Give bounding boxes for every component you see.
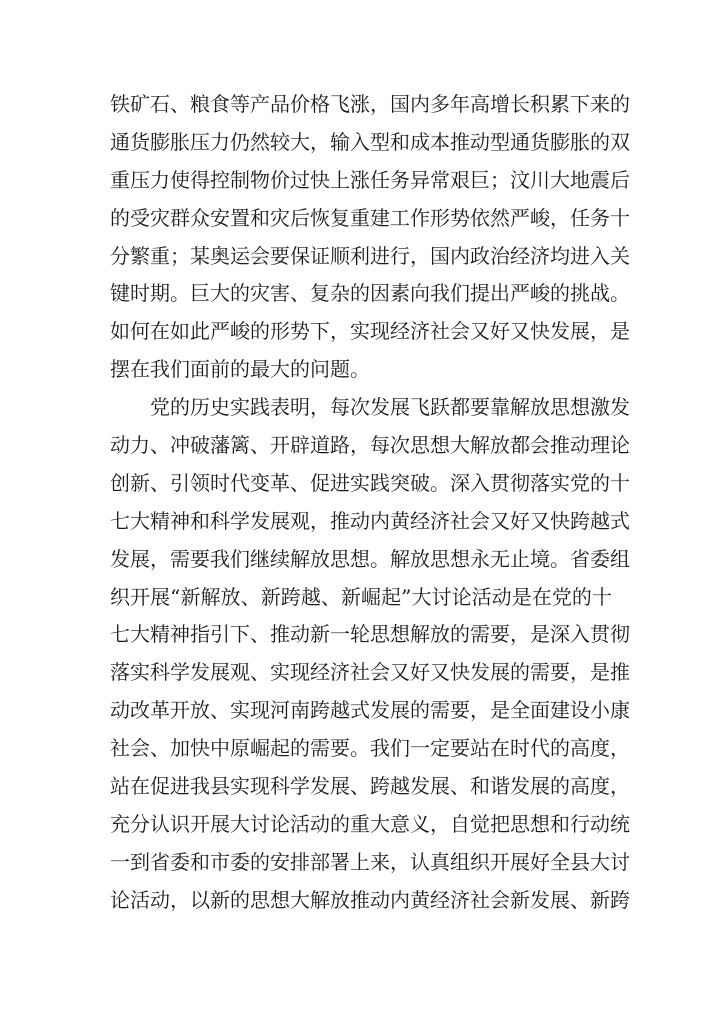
text-line: 动改革开放、实现河南跨越式发展的需要，是全面建设小康	[110, 698, 630, 723]
text-line: 社会、加快中原崛起的需要。我们一定要站在时代的高度，	[110, 736, 630, 761]
text-line: 分繁重；某奥运会要保证顺利进行，国内政治经济均进入关	[110, 243, 630, 268]
paragraph-1	[110, 86, 630, 389]
text-line: 键时期。巨大的灾害、复杂的因素向我们提出严峻的挑战。	[110, 281, 630, 306]
text-line: 发展，需要我们继续解放思想。解放思想永无止境。省委组	[110, 546, 630, 571]
text-line: 织开展“新解放、新跨越、新崛起”大讨论活动是在党的十	[110, 584, 612, 609]
text-line: 一到省委和市委的安排部署上来，认真组织开展好全县大讨	[110, 849, 630, 874]
text-line: 动力、冲破藩篱、开辟道路，每次思想大解放都会推动理论	[110, 433, 630, 458]
text-line: 充分认识开展大讨论活动的重大意义，自觉把思想和行动统	[110, 811, 630, 836]
paragraph-2	[110, 389, 630, 919]
text-line: 七大精神指引下、推动新一轮思想解放的需要，是深入贯彻	[110, 622, 630, 647]
body-text	[110, 86, 630, 920]
text-line: 通货膨胀压力仍然较大，输入型和成本推动型通货膨胀的双	[110, 129, 630, 154]
text-line: 重压力使得控制物价过快上涨任务异常艰巨；汶川大地震后	[110, 167, 630, 192]
text-line: 论活动，以新的思想大解放推动内黄经济社会新发展、新跨	[110, 887, 630, 912]
text-line: 落实科学发展观、实现经济社会又好又快发展的需要，是推	[110, 660, 630, 685]
text-line: 创新、引领时代变革、促进实践突破。深入贯彻落实党的十	[110, 470, 630, 495]
text-line: 站在促进我县实现科学发展、跨越发展、和谐发展的高度，	[110, 774, 630, 799]
text-line: 铁矿石、粮食等产品价格飞涨，国内多年高增长积累下来的	[110, 92, 630, 116]
text-line: 的受灾群众安置和灾后恢复重建工作形势依然严峻，任务十	[110, 205, 630, 230]
text-line: 党的历史实践表明，每次发展飞跃都要靠解放思想激发	[150, 395, 630, 420]
text-line: 如何在如此严峻的形势下，实现经济社会又好又快发展，是	[110, 319, 630, 344]
text-line: 摆在我们面前的最大的问题。	[110, 357, 370, 382]
text-line: 七大精神和科学发展观，推动内黄经济社会又好又快跨越式	[110, 508, 630, 533]
